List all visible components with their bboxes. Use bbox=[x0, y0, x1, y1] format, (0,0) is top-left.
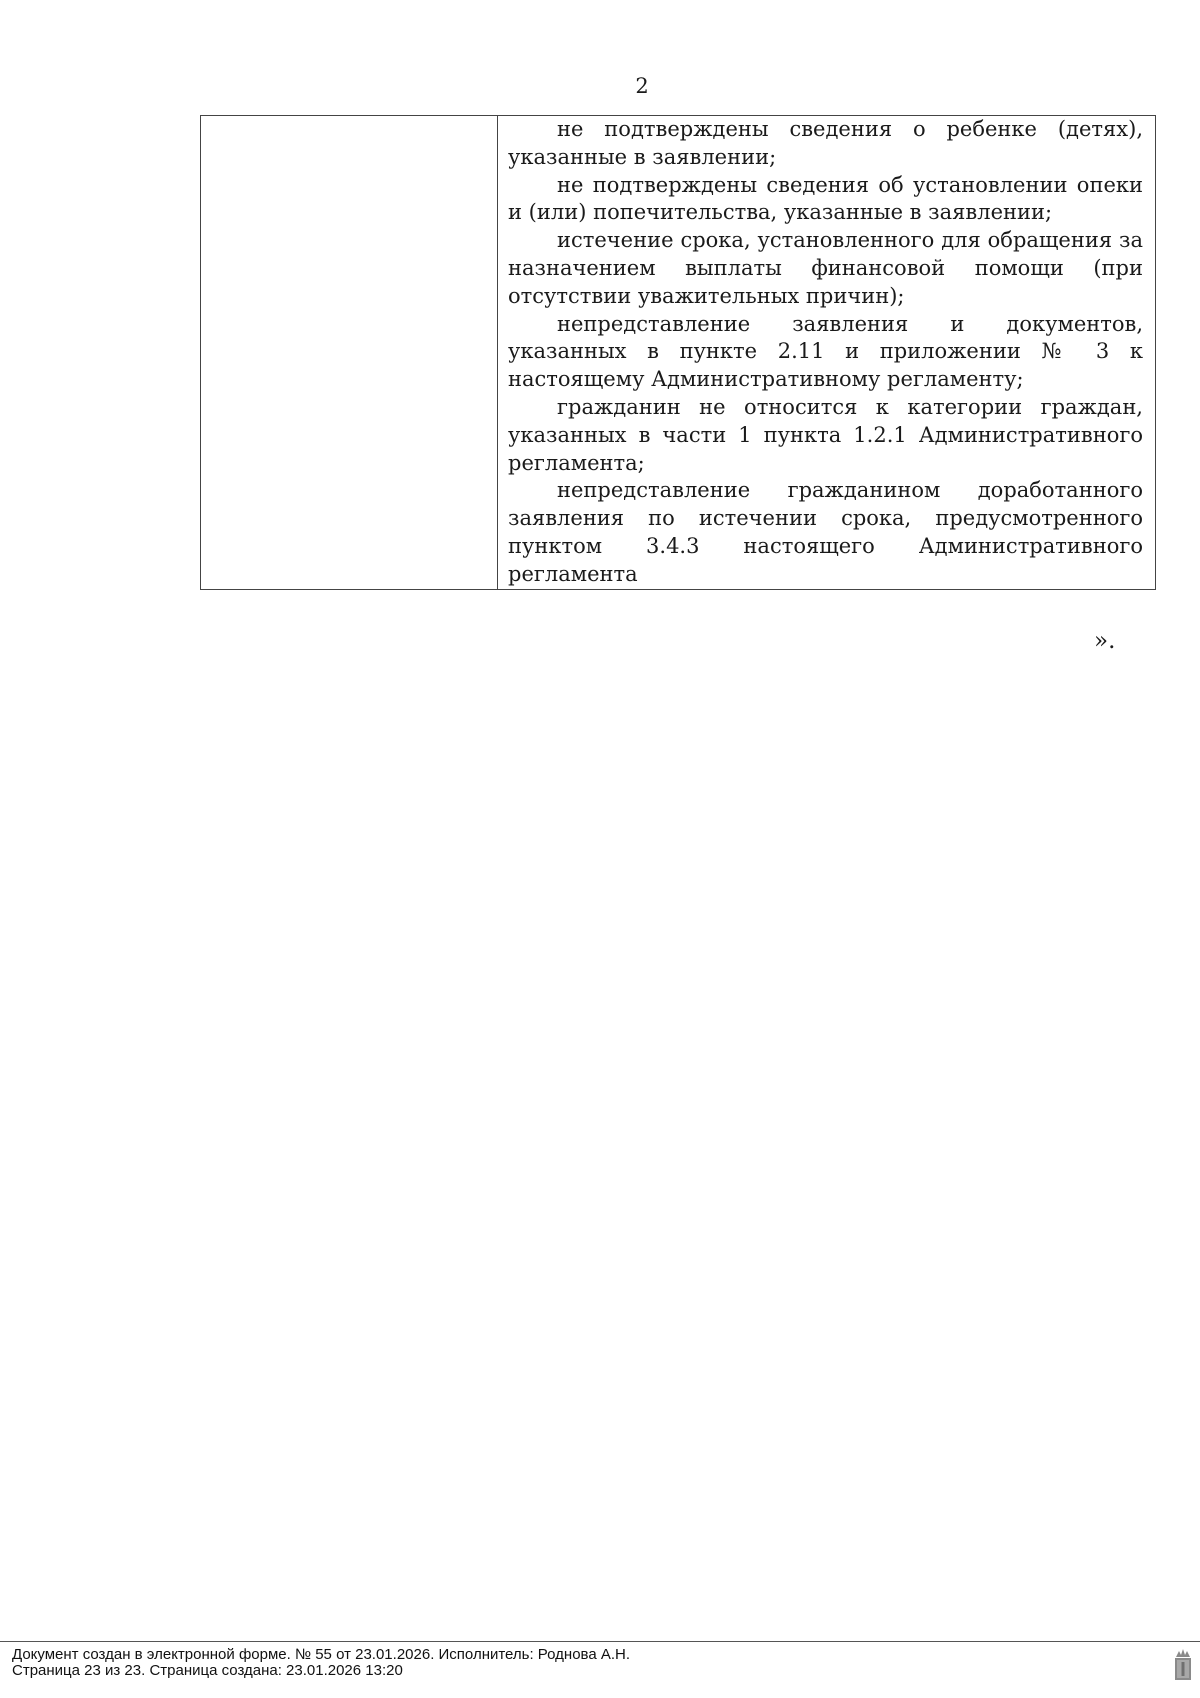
refusal-ground-5: гражданин не относится к категории граждан, указанных в части 1 пункта 1.2.1 Административного регламента; bbox=[508, 394, 1143, 475]
refusal-ground-4: непредставление заявления и документов, указанных в пункте 2.11 и приложении № 3 к настоящему Административному регламенту; bbox=[508, 311, 1143, 392]
refusal-ground-1: не подтверждены сведения о ребенке (детях), указанные в заявлении; bbox=[508, 117, 1143, 169]
content-table bbox=[200, 115, 1156, 590]
closing-quote-mark: ». bbox=[1094, 628, 1116, 654]
table-right-cell bbox=[498, 116, 1155, 589]
coat-of-arms-icon bbox=[1172, 1647, 1194, 1683]
refusal-ground-3: истечение срока, установленного для обращения за назначением выплаты финансовой помощи (при отсутствии уважительных причин); bbox=[508, 228, 1143, 308]
refusal-ground-6: непредставление гражданином доработанного заявления по истечении срока, предусмотренного пунктом 3.4.3 настоящего Административного регламента bbox=[508, 478, 1143, 586]
footer-divider bbox=[0, 1641, 1200, 1642]
page-number: 2 bbox=[635, 74, 649, 98]
footer bbox=[12, 1647, 630, 1679]
footer-document-info: Документ создан в электронной форме. № 55 от 23.01.2026. Исполнитель: Роднова А.Н. bbox=[12, 1646, 631, 1663]
table-left-cell bbox=[201, 116, 498, 589]
footer-page-info: Страница 23 из 23. Страница создана: 23.01.2026 13:20 bbox=[12, 1662, 403, 1679]
refusal-ground-2: не подтверждены сведения об установлении опеки и (или) попечительства, указанные в заявлении; bbox=[508, 172, 1143, 225]
